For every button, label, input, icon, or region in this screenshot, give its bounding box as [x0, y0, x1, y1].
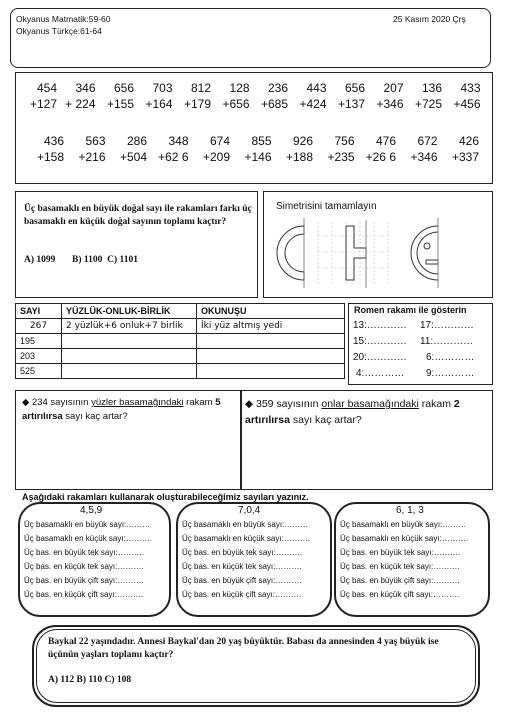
addend-top: 674	[209, 134, 230, 148]
addend-top: 656	[344, 81, 365, 95]
addend-bottom: +456	[453, 97, 481, 111]
table-cell: 525	[16, 364, 62, 379]
roman-item: 15:…………	[353, 336, 407, 347]
addend-top: 207	[383, 81, 404, 95]
addition-problem	[96, 80, 134, 112]
addend-bottom: +155	[106, 97, 134, 111]
addition-problem	[151, 133, 189, 165]
header-line-1: Okyanus Matmatik:59-60	[16, 14, 111, 24]
addend-bottom: +62 6	[158, 150, 189, 164]
addend-bottom: +158	[36, 150, 64, 164]
list-item: Üç bas. en büyük çift sayı:……….	[340, 576, 460, 585]
digit-group-3-list	[340, 518, 468, 602]
table-header-row	[16, 304, 345, 319]
q3-pre: ◆ 359 sayısının	[245, 398, 322, 410]
addend-top: 433	[460, 81, 481, 95]
list-item: Üç basamaklı en küçük sayı:……….	[24, 534, 153, 543]
addend-bottom: +137	[337, 97, 365, 111]
addend-top: 443	[306, 81, 327, 95]
list-item: Üç bas. en büyük çift sayı:……….	[182, 576, 302, 585]
addition-problem	[212, 80, 250, 112]
q3-bold: 2 artırılırsa	[245, 398, 460, 426]
list-item: Üç basamaklı en küçük sayı:……….	[182, 534, 311, 543]
addend-top: 436	[43, 134, 64, 148]
addend-bottom: +179	[183, 97, 211, 111]
addition-problem	[135, 80, 173, 112]
addend-top: 812	[190, 81, 211, 95]
addend-bottom: +685	[260, 97, 288, 111]
addend-top: 672	[417, 134, 438, 148]
digit-group-3-digits: 6, 1, 3	[396, 505, 424, 516]
addend-top: 426	[458, 134, 479, 148]
addend-top: 756	[334, 134, 355, 148]
addend-bottom: +127	[29, 97, 57, 111]
number-table	[15, 303, 345, 379]
addition-problem	[19, 80, 57, 112]
table-cell[interactable]	[62, 364, 197, 379]
table-cell: 267	[16, 319, 62, 334]
addend-bottom: +504	[119, 150, 147, 164]
roman-item: 17:…………	[420, 320, 474, 331]
table-row	[16, 334, 345, 349]
addend-top: 286	[126, 134, 147, 148]
list-item: Üç bas. en küçük çift sayı:……….	[340, 590, 460, 599]
roman-title: Romen rakamı ile gösterin	[354, 305, 467, 315]
header-line-2: Okyanus Türkçe:61-64	[16, 26, 102, 36]
table-row	[16, 349, 345, 364]
table-cell[interactable]	[197, 334, 345, 349]
addend-top: 855	[251, 134, 272, 148]
list-item: Üç bas. en büyük tek sayı:……….	[340, 548, 461, 557]
addend-bottom: +235	[327, 150, 355, 164]
addend-top: 236	[267, 81, 288, 95]
digit-group-2-digits: 7,0,4	[238, 505, 261, 516]
addition-problem	[58, 80, 96, 112]
table-cell[interactable]	[62, 334, 197, 349]
addend-bottom: +146	[244, 150, 272, 164]
addend-top: 346	[75, 81, 96, 95]
addition-problem	[404, 80, 442, 112]
digit-group-2-list	[182, 518, 310, 602]
symmetry-drawing	[266, 214, 488, 292]
addition-problem	[173, 80, 211, 112]
addition-problem	[109, 133, 147, 165]
table-header: SAYI	[16, 304, 62, 319]
question-2-text	[22, 396, 236, 424]
addition-problem	[250, 80, 288, 112]
list-item: Üç basamaklı en büyük sayı:………	[24, 520, 151, 529]
addition-problem	[358, 133, 396, 165]
addition-problem	[327, 80, 365, 112]
addend-bottom: +188	[285, 150, 313, 164]
addend-top: 926	[292, 134, 313, 148]
q2-pre: ◆ 234 sayısının	[22, 397, 92, 408]
addition-problem	[317, 133, 355, 165]
list-item: Üç bas. en küçük çift sayı:……….	[182, 590, 302, 599]
q2-post: sayı kaç artar?	[62, 411, 128, 422]
addend-bottom: +216	[78, 150, 106, 164]
addend-bottom: + 224	[65, 97, 96, 111]
roman-item: 11:…………	[420, 336, 474, 347]
question-1-options: A) 1099 B) 1100 C) 1101	[24, 255, 138, 265]
table-row	[16, 319, 345, 334]
addend-bottom: +337	[451, 150, 479, 164]
q2-bold: 5 artırılırsa	[22, 397, 221, 422]
header-date: 25 Kasım 2020 Çrş	[393, 14, 466, 24]
addend-top: 348	[168, 134, 189, 148]
table-row	[16, 364, 345, 379]
list-item: Üç bas. en büyük tek sayı:……….	[182, 548, 303, 557]
addition-problem	[443, 80, 481, 112]
addend-bottom: +346	[410, 150, 438, 164]
q2-mid: rakam	[183, 397, 216, 408]
addend-top: 563	[85, 134, 106, 148]
question-4-text: Baykal 22 yaşındadır. Annesi Baykal'dan 20 yaş büyüktür. Babası da annesinden 4 yaş büyük ise üçünün yaşları toplamı kaçtır?	[48, 637, 439, 660]
list-item: Üç bas. en küçük tek sayı:……….	[340, 562, 460, 571]
list-item: Üç bas. en küçük çift sayı:……….	[24, 590, 144, 599]
q3-mid: rakam	[418, 398, 454, 410]
question-3-text	[245, 396, 489, 428]
question-1-text: Üç basamaklı en büyük doğal sayı ile rakamları farkı üç basamaklı en küçük doğal sayının toplamı kaçtır?	[24, 204, 252, 227]
table-header: OKUNUŞU	[197, 304, 345, 319]
addend-top: 656	[113, 81, 134, 95]
list-item: Üç bas. en küçük tek sayı:……….	[24, 562, 144, 571]
table-cell: 2 yüzlük+6 onluk+7 birlik	[62, 319, 197, 334]
addition-problem	[68, 133, 106, 165]
addition-problem	[289, 80, 327, 112]
digit-group-1-list	[24, 518, 152, 602]
roman-item: 6:…………	[426, 352, 475, 363]
list-item: Üç bas. en büyük çift sayı:……….	[24, 576, 144, 585]
roman-item: 20:…………	[353, 352, 407, 363]
addend-bottom: +346	[376, 97, 404, 111]
roman-item: 4:…………	[356, 368, 405, 379]
addition-problem	[275, 133, 313, 165]
symmetry-title: Simetrisini tamamlayın	[276, 201, 377, 212]
q3-post: sayı kaç artar?	[289, 414, 362, 426]
addend-top: 454	[36, 81, 57, 95]
list-item: Üç bas. en küçük tek sayı:……….	[182, 562, 302, 571]
table-cell[interactable]	[197, 349, 345, 364]
table-cell[interactable]	[197, 364, 345, 379]
addend-bottom: +26 6	[365, 150, 396, 164]
roman-item: 13:…………	[353, 320, 407, 331]
list-item: Üç basamaklı en büyük sayı:………	[340, 520, 467, 529]
addend-bottom: +209	[202, 150, 230, 164]
addition-problem	[441, 133, 479, 165]
table-cell[interactable]	[62, 349, 197, 364]
addend-bottom: +656	[222, 97, 250, 111]
digits-title: Aşağıdaki rakamları kullanarak oluşturabileceğimiz sayıları yazınız.	[22, 492, 309, 502]
list-item: Üç basamaklı en küçük sayı:……….	[340, 534, 469, 543]
list-item: Üç basamaklı en büyük sayı:………	[182, 520, 309, 529]
addend-top: 703	[152, 81, 173, 95]
table-cell: 195	[16, 334, 62, 349]
addition-problem	[400, 133, 438, 165]
addition-problem	[366, 80, 404, 112]
table-cell: İki yüz altmış yedi	[197, 319, 345, 334]
addition-problem	[26, 133, 64, 165]
question-4-options: A) 112 B) 110 C) 108	[48, 675, 132, 685]
addend-top: 476	[375, 134, 396, 148]
addition-problem	[192, 133, 230, 165]
list-item: Üç bas. en büyük tek sayı:……….	[24, 548, 145, 557]
addend-top: 128	[229, 81, 250, 95]
addend-bottom: +424	[299, 97, 327, 111]
addend-bottom: +725	[414, 97, 442, 111]
table-header: YÜZLÜK-ONLUK-BİRLİK	[62, 304, 197, 319]
addition-problem	[234, 133, 272, 165]
roman-item: 9:…………	[426, 368, 475, 379]
q2-underlined: yüzler basamağındaki	[91, 397, 184, 408]
addend-bottom: +164	[145, 97, 173, 111]
addend-top: 136	[421, 81, 442, 95]
table-cell: 203	[16, 349, 62, 364]
digit-group-1-digits: 4,5,9	[80, 505, 103, 516]
q3-underlined: onlar basamağındaki	[321, 398, 419, 410]
